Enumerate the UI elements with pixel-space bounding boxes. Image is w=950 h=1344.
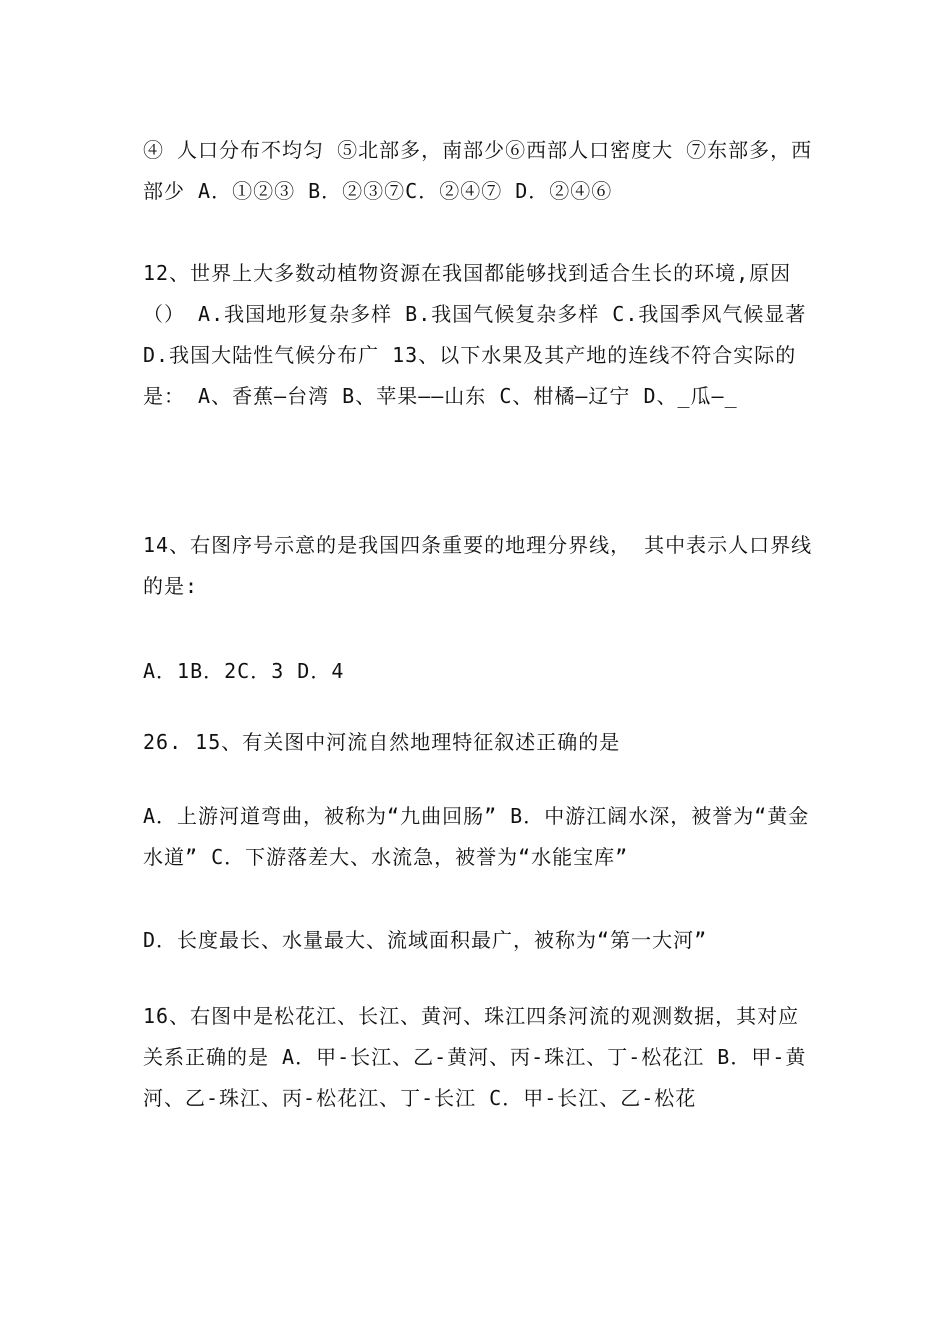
paragraph-q15: 26. 15、有关图中河流自然地理特征叙述正确的是 (143, 730, 621, 754)
paragraph-q14-options: A．1B．2C．3 D．4 (143, 659, 345, 683)
paragraph-q12-q13: 12、世界上大多数动植物资源在我国都能够找到适合生长的环境,原因（） A.我国地形复杂多样 B.我国气候复杂多样 C.我国季风气候显著 D.我国大陆性气候分布广 13、以下水果及其产地的连线不符合实际的是： A、香蕉—台湾 B、苹果——山东 C、柑橘—辽宁 D、_瓜—_ (143, 261, 807, 408)
paragraph-q15-options-abc: A．上游河道弯曲，被称为“九曲回肠” B．中游江阔水深，被誉为“黄金水道” C．下游落差大、水流急，被誉为“水能宝库” (143, 804, 810, 869)
paragraph-q16: 16、右图中是松花江、长江、黄河、珠江四条河流的观测数据，其对应关系正确的是 A．甲-长江、乙-黄河、丙-珠江、丁-松花江 B．甲-黄河、乙-珠江、丙-松花江、丁-长江 C．甲-长江、乙-松花 (143, 1004, 807, 1110)
paragraph-q14: 14、右图序号示意的是我国四条重要的地理分界线， 其中表示人口界线的是: (143, 533, 813, 598)
paragraph-q11-options: ④ 人口分布不均匀 ⑤北部多，南部少⑥西部人口密度大 ⑦东部多，西部少 A．①②③ B．②③⑦C．②④⑦ D．②④⑥ (143, 138, 813, 203)
paragraph-q15-option-d: D．长度最长、水量最大、流域面积最广，被称为“第一大河” (143, 928, 708, 952)
